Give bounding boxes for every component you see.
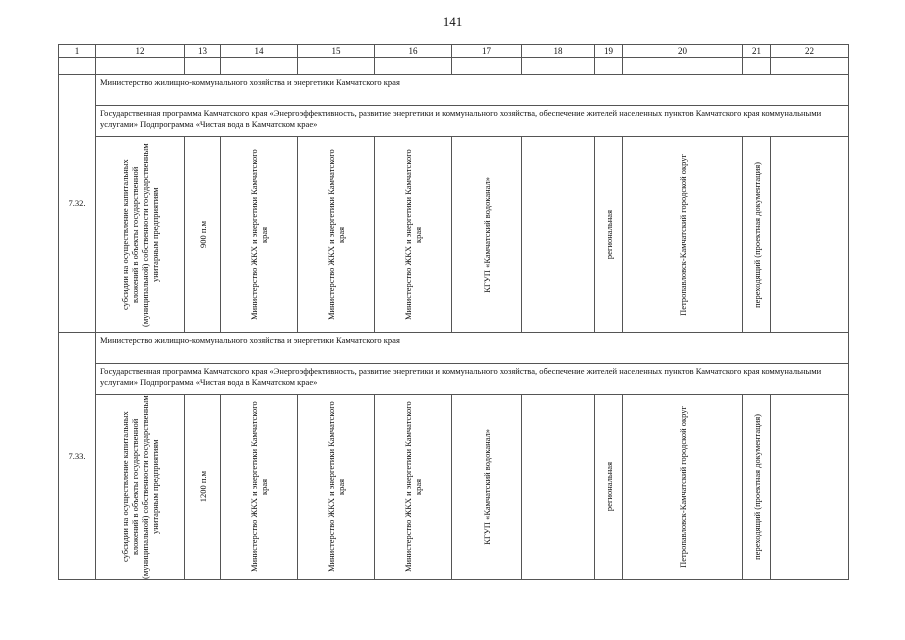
empty-cell (522, 137, 595, 333)
table-row (59, 333, 849, 364)
header-cell: 20 (623, 45, 743, 58)
ministry-cell: Министерство жилищно-коммунального хозяйства и энергетики Камчатского края (96, 75, 849, 106)
table-row (59, 106, 849, 137)
empty-cell (771, 137, 849, 333)
table-row (59, 364, 849, 395)
ministry-short-cell: Министерство ЖКХ и энергетики Камчатского края (221, 395, 298, 580)
empty-cell (522, 395, 595, 580)
table-row (59, 395, 849, 580)
operator-cell: КГУП «Камчатский водоканал» (452, 395, 522, 580)
record-number: 7.32. (59, 75, 96, 333)
table-row (59, 137, 849, 333)
header-cell: 1 (59, 45, 96, 58)
capacity-cell: 1200 п.м (185, 395, 221, 580)
header-cell: 13 (185, 45, 221, 58)
record-number: 7.33. (59, 333, 96, 580)
header-cell: 14 (221, 45, 298, 58)
status-cell: переходящий (проектная документация) (743, 137, 771, 333)
empty-cell (771, 395, 849, 580)
registry-table (58, 44, 849, 580)
status-cell: переходящий (проектная документация) (743, 395, 771, 580)
operator-cell: КГУП «Камчатский водоканал» (452, 137, 522, 333)
header-cell: 16 (375, 45, 452, 58)
program-cell: Государственная программа Камчатского края «Энергоэффективность, развитие энергетики и коммунального хозяйства, обеспечение жителей населенных пунктов Камчатского края коммунальными услугами» Подпрограмма «Чистая вода в Камчатском крае» (96, 106, 849, 137)
capacity-cell: 900 п.м (185, 137, 221, 333)
level-cell: региональная (595, 395, 623, 580)
table-row (59, 75, 849, 106)
municipality-cell: Петропавловск-Камчатский городской округ (623, 395, 743, 580)
ministry-short-cell: Министерство ЖКХ и энергетики Камчатского края (298, 137, 375, 333)
funding-type-cell: субсидии на осуществление капитальных вложений в объекты государственной (муниципальной) собственности государственным унитарным предприятиям (96, 137, 185, 333)
header-row (59, 45, 849, 58)
header-cell: 21 (743, 45, 771, 58)
header-cell: 17 (452, 45, 522, 58)
header-cell: 19 (595, 45, 623, 58)
ministry-short-cell: Министерство ЖКХ и энергетики Камчатского края (375, 137, 452, 333)
header-cell: 18 (522, 45, 595, 58)
municipality-cell: Петропавловск-Камчатский городской округ (623, 137, 743, 333)
spacer-row (59, 58, 849, 75)
header-cell: 15 (298, 45, 375, 58)
level-cell: региональная (595, 137, 623, 333)
ministry-short-cell: Министерство ЖКХ и энергетики Камчатского края (221, 137, 298, 333)
page-number: 141 (442, 14, 463, 29)
ministry-short-cell: Министерство ЖКХ и энергетики Камчатского края (375, 395, 452, 580)
header-cell: 12 (96, 45, 185, 58)
funding-type-cell: субсидии на осуществление капитальных вложений в объекты государственной (муниципальной) собственности государственным унитарным предприятиям (96, 395, 185, 580)
ministry-short-cell: Министерство ЖКХ и энергетики Камчатского края (298, 395, 375, 580)
program-cell: Государственная программа Камчатского края «Энергоэффективность, развитие энергетики и коммунального хозяйства, обеспечение жителей населенных пунктов Камчатского края коммунальными услугами» Подпрограмма «Чистая вода в Камчатском крае» (96, 364, 849, 395)
header-cell: 22 (771, 45, 849, 58)
ministry-cell: Министерство жилищно-коммунального хозяйства и энергетики Камчатского края (96, 333, 849, 364)
